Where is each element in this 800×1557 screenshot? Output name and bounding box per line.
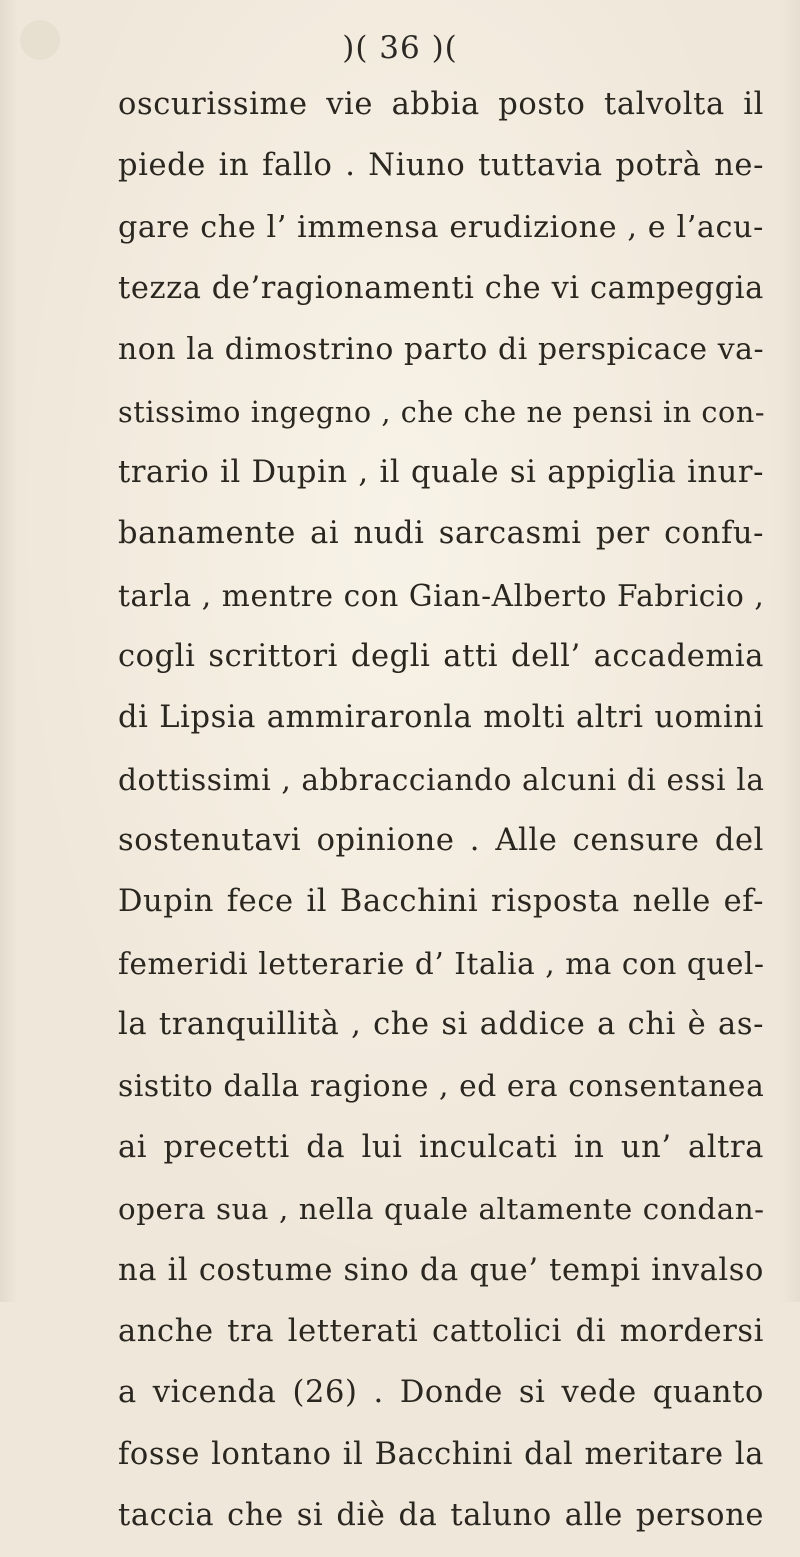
text-line: cogli scrittori degli atti dell’ accademia [118,639,764,675]
text-line: tarla , mentre con Gian-Alberto Fabricio , [118,578,765,613]
text-line: sostenutavi opinione . Alle censure del [118,823,764,859]
text-line: non la dimostrino parto di perspicace va- [118,332,765,368]
text-line: banamente ai nudi sarcasmi per confu- [118,516,764,552]
text-line: trario il Dupin , il quale si appiglia inur- [118,455,764,491]
text-line: di Lipsia ammiraronla molti altri uomini [118,700,764,736]
text-line: la tranquillità , che si addice a chi è as- [118,1007,764,1043]
text-line: anche tra letterati cattolici di mordersi [118,1313,764,1349]
text-line: na il costume sino da que’ tempi invalso [118,1252,764,1288]
text-line: Dupin fece il Bacchini risposta nelle ef- [118,884,764,920]
text-line: a vicenda (26) . Donde si vede quanto [118,1375,764,1411]
text-line: opera sua , nella quale altamente condan- [118,1192,765,1227]
text-line: oscurissime vie abbia posto talvolta il [118,87,764,122]
text-line: gare che l’ immensa erudizione , e l’acu- [118,209,764,245]
text-line: femeridi letterarie d’ Italia , ma con quel- [118,946,765,981]
text-line: tezza de’ragionamenti che vi campeggia [118,271,764,307]
text-line: piede in fallo . Niuno tuttavia potrà ne- [118,148,764,184]
body-text [118,85,764,1557]
text-line: dottissimi , abbracciando alcuni di essi la [118,762,765,797]
text-line: sistito dalla ragione , ed era consentanea [118,1068,765,1104]
text-line: fosse lontano il Bacchini dal meritare la [118,1436,764,1472]
text-line: taccia che si diè da taluno alle persone [118,1497,764,1533]
page-number-header: )( 36 )( [342,30,458,66]
text-line: stissimo ingegno , che che ne pensi in con- [118,394,766,429]
text-line: ai precetti da lui inculcati in un’ altra [118,1129,764,1165]
